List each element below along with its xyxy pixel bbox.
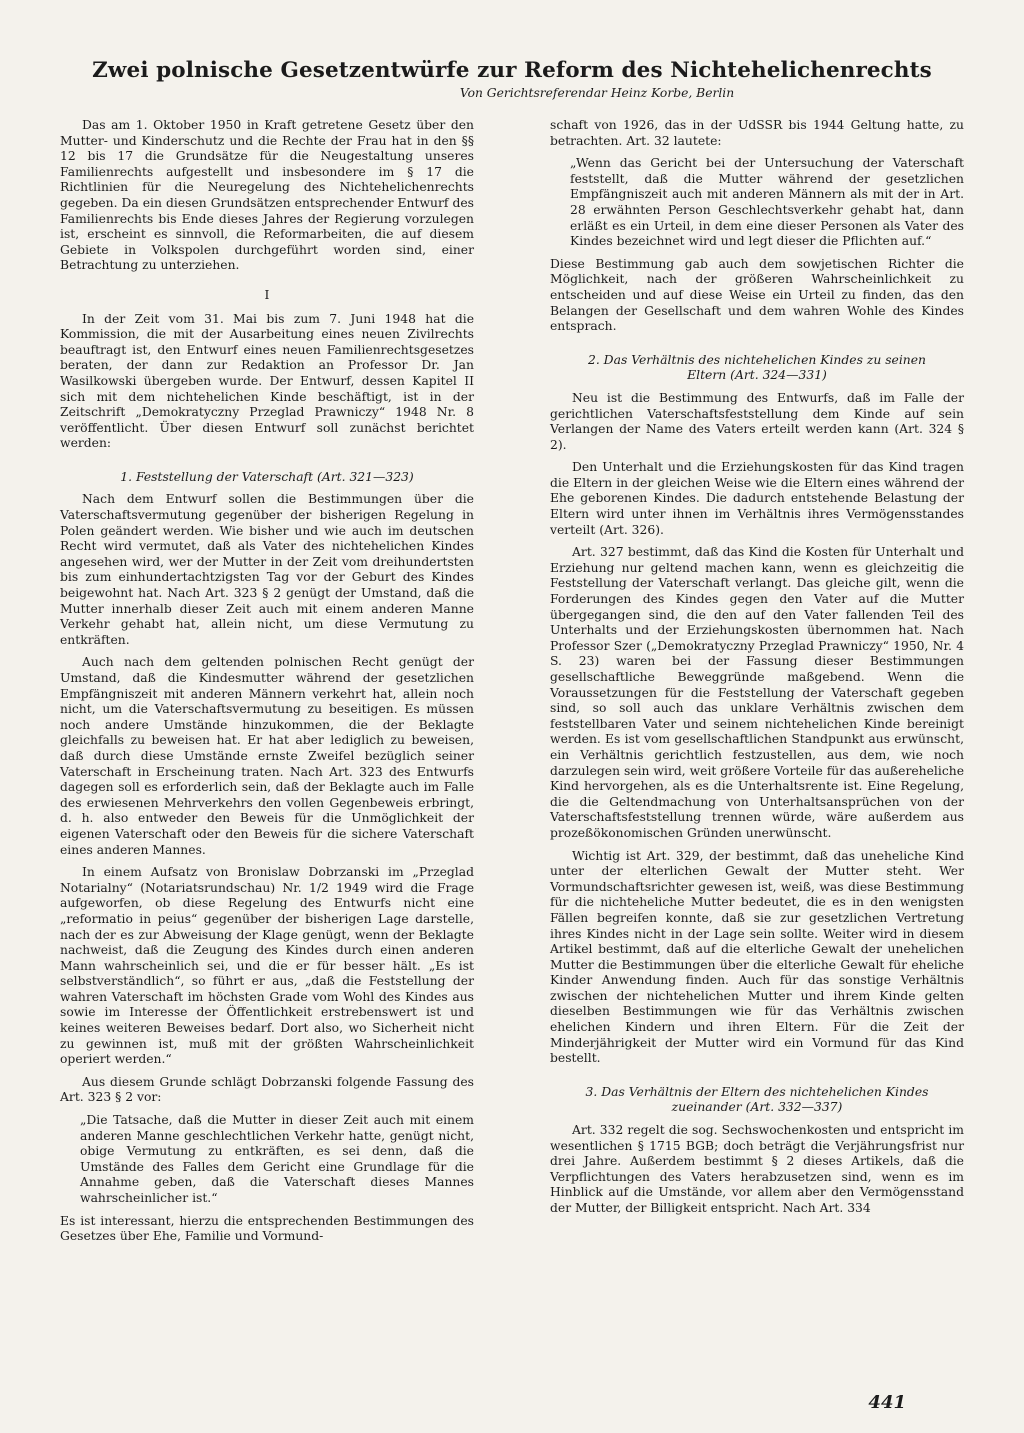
paragraph: schaft von 1926, das in der UdSSR bis 1944 Geltung hatte, zu betrachten. Art. 32 lautete: xyxy=(550,118,964,148)
paragraph: Neu ist die Bestimmung des Entwurfs, daß im Falle der gerichtlichen Vaterschaftsfeststellung dem Kinde auf sein Verlangen der Name des Vaters erteilt werden kann (Art. 324 § 2). xyxy=(550,390,964,452)
paragraph: Das am 1. Oktober 1950 in Kraft getretene Gesetz über den Mutter- und Kinderschutz und die Rechte der Frau hat in den §§ 12 bis 17 die Grundsätze für die Neugestaltung unseres Familienrechts aufgestellt und insbesondere im § 17 die Richtlinien für die Neuregelung des Nichtehelichenrechts gegeben. Da ein diesen Grundsätzen entsprechender Entwurf des Familienrechts bis Ende dieses Jahres der Regierung vorzulegen ist, erscheint es sinnvoll, die Reformarbeiten, die auf diesem Gebiete in Volkspolen durchgeführt worden sind, einer Betrachtung zu unterziehen. xyxy=(60,118,474,273)
paragraph: In der Zeit vom 31. Mai bis zum 7. Juni 1948 hat die Kommission, die mit der Ausarbeitung eines neuen Zivilrechts beauftragt ist, den Entwurf eines neuen Familienrechtsgesetzes beraten, der dann zur Redaktion an Professor Dr. Jan Wasilkowski übergeben wurde. Der Entwurf, dessen Kapitel II sich mit dem nichtehelichen Kinde beschäftigt, ist in der Zeitschrift „Demokratyczny Przeglad Prawniczy“ 1948 Nr. 8 veröffentlicht. Über diesen Entwurf soll zunächst berichtet werden: xyxy=(60,311,474,451)
paragraph: In einem Aufsatz von Bronislaw Dobrzanski im „Przeglad Notarialny“ (Notariatsrundschau) Nr. 1/2 1949 wird die Frage aufgeworfen, ob diese Regelung des Entwurfs nicht eine „reformatio in peius“ gegenüber der bisherigen Lage darstelle, nach der es zur Abweisung der Klage genügt, wenn der Beklagte nachweist, daß die Zeugung des Kindes durch einen anderen Mann wahrscheinlich sei, und die er für besser hält. „Es ist selbstverständlich“, so führt er aus, „daß die Feststellung der wahren Vaterschaft im höchsten Grade vom Wohl des Kindes aus sowie im Interesse der Öffentlichkeit erstrebenswert ist und keines weiteren Beweises bedarf. Dort also, wo Sicherheit nicht zu gewinnen ist, muß mit der größten Wahrscheinlichkeit operiert werden.“ xyxy=(60,865,474,1067)
block-quote: „Die Tatsache, daß die Mutter in dieser Zeit auch mit einem anderen Manne geschlechtlichen Verkehr hatte, genügt nicht, obige Vermutung zu entkräften, es sei denn, daß die Umstände des Falles dem Gericht eine Grundlage für die Annahme geben, daß die Vaterschaft dieses Mannes wahrscheinlicher ist.“ xyxy=(80,1113,474,1205)
paragraph: Es ist interessant, hierzu die entsprechenden Bestimmungen des Gesetzes über Ehe, Familie und Vormund- xyxy=(60,1213,474,1244)
paragraph: Nach dem Entwurf sollen die Bestimmungen über die Vaterschaftsvermutung gegenüber der bisherigen Regelung in Polen geändert werden. Wie bisher und wie auch im deutschen Recht wird vermutet, daß als Vater des nichtehelichen Kindes angesehen wird, wer der Mutter in der Zeit vom dreihundertsten bis zum einhundertachtzigsten Tag vor der Geburt des Kindes beigewohnt hat. Nach Art. 323 § 2 genügt der Umstand, daß die Mutter innerhalb dieser Zeit auch mit einem anderen Manne Verkehr gehabt hat, allein nicht, um diese Vermutung zu entkräften. xyxy=(60,492,474,647)
paragraph: Den Unterhalt und die Erziehungskosten für das Kind tragen die Eltern in der gleichen Weise wie die Eltern eines während der Ehe geborenen Kindes. Die dadurch entstehende Belastung der Eltern wird unter ihnen im Verhältnis ihres Vermögensstandes verteilt (Art. 326). xyxy=(550,460,964,537)
article-byline: Von Gerichtsreferendar Heinz Korbe, Berlin xyxy=(459,86,735,100)
section-number: I xyxy=(264,287,270,302)
paragraph: Art. 332 regelt die sog. Sechswochenkosten und entspricht im wesentlichen § 1715 BGB; doch beträgt die Verjährungsfrist nur drei Jahre. Außerdem bestimmt § 2 dieses Artikels, daß die Verpflichtungen des Vaters herabzusetzen sind, wenn es im Hinblick auf die Umstände, vor allem aber den Vermögensstand der Mutter, der Billigkeit entspricht. Nach Art. 334 xyxy=(550,1123,964,1215)
article-body xyxy=(60,118,964,1252)
paragraph: Auch nach dem geltenden polnischen Recht genügt der Umstand, daß die Kindesmutter während der gesetzlichen Empfängniszeit mit anderen Männern verkehrt hat, allein noch nicht, um die Vaterschaftsvermutung zu beseitigen. Es müssen noch andere Umstände hinzukommen, die der Beklagte gleichfalls zu beweisen hat. Er hat aber lediglich zu beweisen, daß durch diese Umstände ernste Zweifel bezüglich seiner Vaterschaft in Erscheinung traten. Nach Art. 323 des Entwurfs dagegen soll es erforderlich sein, daß der Beklagte auch im Falle des erwiesenen Mehrverkehrs den vollen Gegenbeweis erbringt, d. h. also entweder den Beweis für die Unmöglichkeit der eigenen Vaterschaft oder den Beweis für die sichere Vaterschaft eines anderen Mannes. xyxy=(60,655,474,857)
left-column xyxy=(60,118,474,1252)
section-heading: 2. Das Verhältnis des nichtehelichen Kindes zu seinen Eltern (Art. 324—331) xyxy=(587,352,926,383)
paragraph: Wichtig ist Art. 329, der bestimmt, daß das uneheliche Kind unter der elterlichen Gewalt der Mutter steht. Wer Vormundschaftsrichter gewesen ist, weiß, was diese Bestimmung für die nichteheliche Mutter bedeutet, die es in den wenigsten Fällen begreifen konnte, daß sie zur gesetzlichen Vertretung ihres Kindes nicht in der Lage sein sollte. Weiter wird in diesem Artikel bestimmt, daß auf die elterliche Gewalt der unehelichen Mutter die Bestimmungen über die elterliche Gewalt für eheliche Kinder Anwendung finden. Auch für das sonstige Verhältnis zwischen der nichtehelichen Mutter und ihrem Kinde gelten dieselben Bestimmungen wie für das Verhältnis zwischen ehelichen Kindern und ihren Eltern. Für die Zeit der Minderjährigkeit der Mutter wird ein Vormund für das Kind bestellt. xyxy=(550,848,964,1066)
article-title: Zwei polnische Gesetzentwürfe zur Reform des Nichtehelichenrechts xyxy=(92,58,932,83)
paragraph: Aus diesem Grunde schlägt Dobrzanski folgende Fassung des Art. 323 § 2 vor: xyxy=(60,1074,474,1105)
paragraph: Diese Bestimmung gab auch dem sowjetischen Richter die Möglichkeit, nach der größeren Wahrscheinlichkeit zu entscheiden und auf diese Weise ein Urteil zu finden, das den Belangen der Gesellschaft und dem wahren Wohle des Kindes entsprach. xyxy=(550,256,964,334)
section-heading: 3. Das Verhältnis der Eltern des nichtehelichen Kindes zueinander (Art. 332—337) xyxy=(585,1084,929,1115)
page-number: 441 xyxy=(868,1392,906,1413)
section-heading: 1. Feststellung der Vaterschaft (Art. 321—323) xyxy=(120,469,414,484)
paragraph: Art. 327 bestimmt, daß das Kind die Kosten für Unterhalt und Erziehung nur geltend machen kann, wenn es gleichzeitig die Feststellung der Vaterschaft verlangt. Das gleiche gilt, wenn die Forderungen des Kindes gegen den Vater auf die Mutter übergegangen sind, die den auf den Vater fallenden Teil des Unterhalts und der Erziehungskosten übernommen hat. Nach Professor Szer („Demokratyczny Przeglad Prawniczy“ 1950, Nr. 4 S. 23) waren bei der Fassung dieser Bestimmungen gesellschaftliche Beweggründe maßgebend. Wenn die Voraussetzungen für die Feststellung der Vaterschaft gegeben sind, so soll auch das unklare Verhältnis zwischen dem feststellbaren Vater und seinem nichtehelichen Kinde bereinigt werden. Es ist vom gesellschaftlichen Standpunkt aus erwünscht, ein Verhältnis gerichtlich festzustellen, aus dem, wie noch darzulegen sein wird, weit größere Vorteile für das außereheliche Kind hervorgehen, als es die Unterhaltsrente ist. Eine Regelung, die die Geltendmachung von Unterhaltsansprüchen von der Vaterschaftsfeststellung trennen würde, wäre außerdem aus prozeßökonomischen Gründen unerwünscht. xyxy=(550,545,964,840)
block-quote: „Wenn das Gericht bei der Untersuchung der Vaterschaft feststellt, daß die Mutter während der gesetzlichen Empfängniszeit auch mit anderen Männern als mit der in Art. 28 erwähnten Person Geschlechtsverkehr gehabt hat, dann erläßt es ein Urteil, in dem eine dieser Personen als Vater des Kindes bezeichnet wird und legt dieser die Pflichten auf.“ xyxy=(570,156,964,249)
right-column xyxy=(550,118,964,1252)
